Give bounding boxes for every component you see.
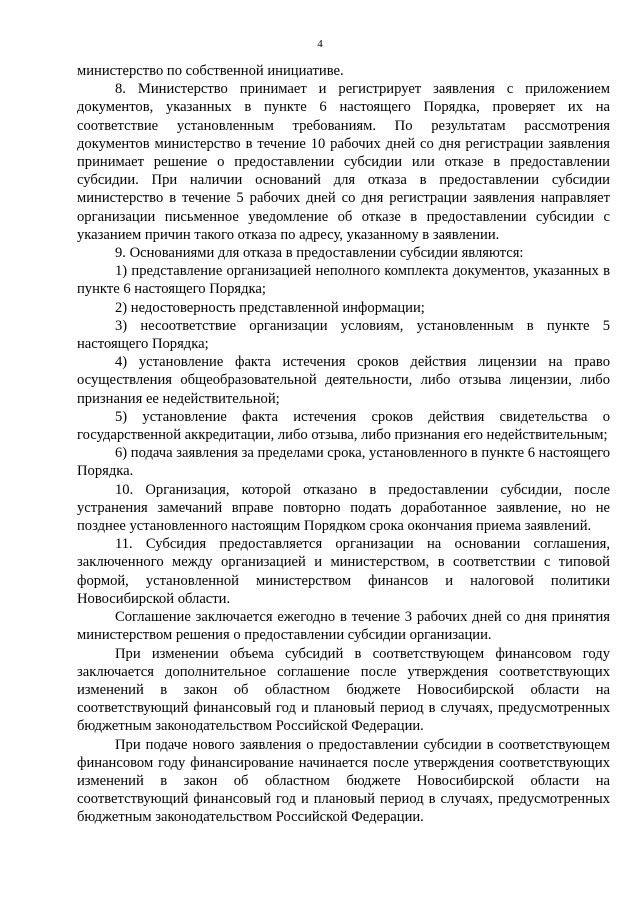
paragraph-item-9: 9. Основаниями для отказа в предоставлении субсидии являются: <box>115 245 524 262</box>
document-body <box>77 62 610 827</box>
paragraph-new-application: При подаче нового заявления о предоставлении субсидии в соответствующем финансовом году финансирование начинается после утверждения соответствующих изменений в закон об областном бюджете Новосибирской области на соответствующий финансовый год и плановый период в случаях, предусмотренных бюджетным законодательством Российской Федерации. <box>77 736 610 826</box>
paragraph-item-11: 11. Субсидия предоставляется организации на основании соглашения, заключенного между организацией и министерством, в соответствии с типовой формой, установленной министерством финансов и налоговой политики Новосибирской области. <box>77 536 610 607</box>
paragraph-continuation: министерство по собственной инициативе. <box>77 63 344 79</box>
list-item-5: 5) установление факта истечения сроков действия свидетельства о государственной аккредитации, либо отзыва, либо признания его недействительным; <box>77 408 610 444</box>
paragraph-item-10: 10. Организация, которой отказано в предоставлении субсидии, после устранения замечаний вправе повторно подать доработанное заявление, но не позднее установленного настоящим Порядком срока окончания приема заявлений. <box>77 481 610 535</box>
list-item-2: 2) недостоверность представленной информации; <box>115 299 425 316</box>
list-item-3: 3) несоответствие организации условиям, установленным в пункте 5 настоящего Порядка; <box>77 317 610 353</box>
list-item-4: 4) установление факта истечения сроков действия лицензии на право осуществления общеобразовательной деятельности, либо отзыва лицензии, либо признания ее недействительной; <box>77 354 610 407</box>
list-item-6: 6) подача заявления за пределами срока, установленного в пункте 6 настоящего Порядка. <box>77 445 610 480</box>
page-number: 4 <box>317 38 323 50</box>
paragraph-item-8: 8. Министерство принимает и регистрирует заявления с приложением документов, указанных в пункте 6 настоящего Порядка, проверяет их на соответствие установленным требованиям. По результатам рассмотрения документов министерство в течение 10 рабочих дней со дня регистрации заявления принимает решение о предоставлении субсидии или отказе в предоставлении субсидии. При наличии оснований для отказа в предоставлении субсидии министерство в течение 5 рабочих дней со дня регистрации заявления направляет организации письменное уведомление об отказе в предоставлении субсидии с указанием причин такого отказа по адресу, указанному в заявлении. <box>77 81 610 243</box>
paragraph-additional-agreement: При изменении объема субсидий в соответствующем финансовом году заключается дополнительное соглашение после утверждения соответствующих изменений в закон об областном бюджете Новосибирской области на соответствующий финансовый год и плановый период в случаях, предусмотренных бюджетным законодательством Российской Федерации. <box>77 645 610 735</box>
paragraph-agreement: Соглашение заключается ежегодно в течение 3 рабочих дней со дня принятия министерством решения о предоставлении субсидии организации. <box>77 609 610 644</box>
list-item-1: 1) представление организацией неполного комплекта документов, указанных в пункте 6 настоящего Порядка; <box>77 263 610 298</box>
